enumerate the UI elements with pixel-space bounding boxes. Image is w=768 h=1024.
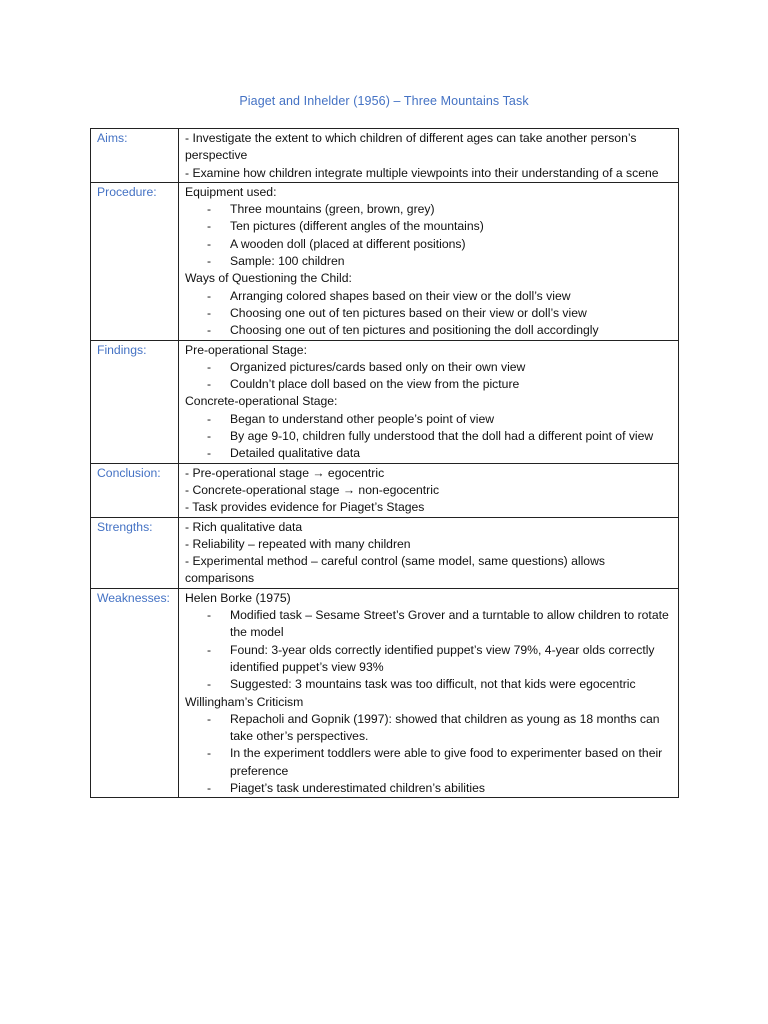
- text-line: - Rich qualitative data: [185, 519, 303, 534]
- sub-bullet-text: Modified task – Sesame Street’s Grover and a turntable to allow children to rotate the model: [230, 608, 669, 640]
- text-line: Helen Borke (1975): [185, 590, 291, 605]
- sub-bullet-item: [185, 411, 672, 428]
- notes-table-body: [91, 129, 679, 798]
- sub-bullet-text: Choosing one out of ten pictures and positioning the doll accordingly: [230, 323, 599, 338]
- sub-bullet-item: [185, 642, 672, 677]
- text-line: Concrete-operational Stage:: [185, 394, 338, 409]
- sub-bullet-item: [185, 236, 672, 253]
- text-line: - Reliability – repeated with many children: [185, 536, 411, 551]
- text-line: - Concrete-operational stage → non-egocentric: [185, 482, 440, 497]
- document-title: Piaget and Inhelder (1956) – Three Mountains Task: [239, 94, 529, 108]
- dash-bullet: -: [207, 288, 212, 303]
- row-content: [179, 182, 679, 340]
- dash-bullet: -: [207, 377, 212, 392]
- table-row: [91, 588, 679, 798]
- text-line: - Task provides evidence for Piaget’s Stages: [185, 500, 425, 515]
- dash-bullet: -: [207, 780, 212, 795]
- text-line: Willingham’s Criticism: [185, 694, 304, 709]
- sub-bullet-text: Suggested: 3 mountains task was too difficult, not that kids were egocentric: [230, 677, 636, 692]
- sub-bullet-text: In the experiment toddlers were able to give food to experimenter based on their preference: [230, 746, 663, 778]
- sub-bullet-item: [185, 288, 672, 305]
- dash-bullet: -: [207, 411, 212, 426]
- sub-bullet-text: Piaget’s task underestimated children’s abilities: [230, 780, 485, 795]
- row-content: [179, 517, 679, 588]
- dash-bullet: -: [207, 323, 212, 338]
- sub-bullet-item: [185, 359, 672, 376]
- sub-bullet-text: Three mountains (green, brown, grey): [230, 202, 435, 217]
- row-label: Weaknesses:: [91, 588, 179, 798]
- sub-bullet-item: [185, 305, 672, 322]
- dash-bullet: -: [207, 254, 212, 269]
- text-line: Ways of Questioning the Child:: [185, 271, 352, 286]
- sub-bullet-text: Organized pictures/cards based only on their own view: [230, 359, 526, 374]
- dash-bullet: -: [207, 359, 212, 374]
- text-line: - Examine how children integrate multiple viewpoints into their understanding of a scene: [185, 165, 659, 180]
- row-label: Strengths:: [91, 517, 179, 588]
- sub-bullet-text: Began to understand other people’s point of view: [230, 411, 495, 426]
- sub-bullet-item: [185, 607, 672, 642]
- sub-bullet-item: [185, 201, 672, 218]
- sub-bullet-text: Arranging colored shapes based on their view or the doll’s view: [230, 288, 571, 303]
- sub-bullet-text: Ten pictures (different angles of the mountains): [230, 219, 484, 234]
- sub-bullet-item: [185, 322, 672, 339]
- text-line: - Experimental method – careful control (same model, same questions) allows comparisons: [185, 554, 605, 586]
- row-label: Findings:: [91, 340, 179, 463]
- row-content: [179, 129, 679, 183]
- sub-bullet-item: [185, 745, 672, 780]
- sub-bullet-item: [185, 676, 672, 693]
- dash-bullet: -: [207, 642, 212, 657]
- dash-bullet: -: [207, 305, 212, 320]
- sub-bullet-text: Choosing one out of ten pictures based on their view or doll’s view: [230, 305, 587, 320]
- sub-bullet-item: [185, 428, 672, 445]
- row-content: [179, 463, 679, 517]
- sub-bullet-item: [185, 711, 672, 746]
- dash-bullet: -: [207, 202, 212, 217]
- sub-bullet-text: Repacholi and Gopnik (1997): showed that children as young as 18 months can take other’s perspectives.: [230, 711, 660, 744]
- text-line: - Investigate the extent to which children of different ages can take another person’s perspective: [185, 131, 637, 163]
- row-content: [179, 340, 679, 463]
- sub-bullet-text: Found: 3-year olds correctly identified puppet’s view 79%, 4-year olds correctly identified puppet’s view 93%: [230, 642, 655, 674]
- dash-bullet: -: [207, 746, 212, 761]
- text-line: - Pre-operational stage → egocentric: [185, 465, 385, 480]
- dash-bullet: -: [207, 429, 212, 444]
- text-line: Equipment used:: [185, 184, 277, 199]
- dash-bullet: -: [207, 446, 212, 461]
- text-line: Pre-operational Stage:: [185, 342, 307, 357]
- table-row: [91, 340, 679, 463]
- row-label: Conclusion:: [91, 463, 179, 517]
- table-row: [91, 129, 679, 183]
- dash-bullet: -: [207, 236, 212, 251]
- sub-bullet-item: [185, 376, 672, 393]
- notes-table: [90, 128, 679, 798]
- row-content: [179, 588, 679, 798]
- table-row: [91, 182, 679, 340]
- dash-bullet: -: [207, 711, 212, 726]
- sub-bullet-text: Sample: 100 children: [230, 254, 345, 269]
- table-row: [91, 463, 679, 517]
- row-label: Procedure:: [91, 182, 179, 340]
- dash-bullet: -: [207, 677, 212, 692]
- sub-bullet-text: By age 9-10, children fully understood that the doll had a different point of view: [230, 429, 654, 444]
- table-row: [91, 517, 679, 588]
- sub-bullet-text: Detailed qualitative data: [230, 446, 361, 461]
- dash-bullet: -: [207, 608, 212, 623]
- row-label: Aims:: [91, 129, 179, 183]
- sub-bullet-item: [185, 253, 672, 270]
- sub-bullet-text: A wooden doll (placed at different positions): [230, 236, 466, 251]
- sub-bullet-item: [185, 218, 672, 235]
- dash-bullet: -: [207, 219, 212, 234]
- sub-bullet-item: [185, 780, 672, 797]
- sub-bullet-item: [185, 445, 672, 462]
- sub-bullet-text: Couldn’t place doll based on the view from the picture: [230, 377, 520, 392]
